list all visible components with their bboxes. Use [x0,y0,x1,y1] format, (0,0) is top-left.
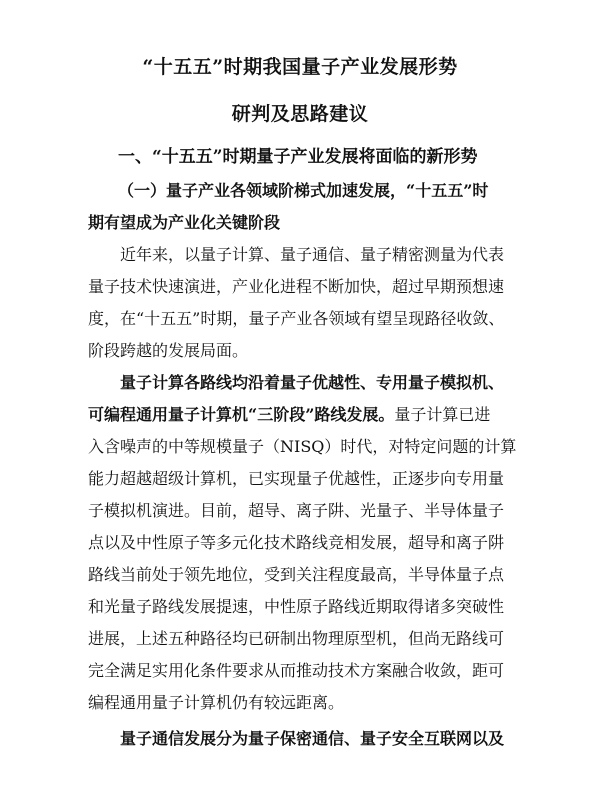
paragraph-2-line-10: 完全满足实用化条件要求从而推动技术方案融合收敛，距可 [88,661,505,680]
document-title-line-1: “十五五”时期我国量子产业发展形势 [142,56,458,78]
paragraph-2-line-9: 进展，上述五种路径均已研制出物理原型机，但尚无路线可 [88,629,505,648]
paragraph-1-line-4: 阶段跨越的发展局面。 [88,341,249,360]
paragraph-2-line-8: 和光量子路线发展提速，中性原子路线近期取得诸多突破性 [88,597,505,616]
document-title-line-2: 研判及思路建议 [231,103,369,125]
paragraph-2-line-11: 编程通用量子计算机仍有较远距离。 [88,693,345,712]
subsection-heading-1-line-2: 期有望成为产业化关键阶段 [88,213,281,232]
paragraph-3-lead-line-1: 量子通信发展分为量子保密通信、量子安全互联网以及 [120,729,505,748]
paragraph-2-line-5: 子模拟机演进。目前，超导、离子阱、光量子、半导体量子 [88,501,505,520]
paragraph-2-line-2-rest: 量子计算已进 [394,405,491,424]
paragraph-1-line-2: 量子技术快速演进，产业化进程不断加快，超过早期预想速 [88,277,505,296]
section-heading-1: 一、“十五五”时期量子产业发展将面临的新形势 [118,147,478,167]
paragraph-2-lead-line-1: 量子计算各路线均沿着量子优越性、专用量子模拟机、 [120,373,505,392]
paragraph-2-line-6: 点以及中性原子等多元化技术路线竞相发展，超导和离子阱 [88,533,505,552]
paragraph-2-lead-line-2: 可编程通用量子计算机“三阶段”路线发展。 [88,405,395,424]
paragraph-2-line-7: 路线当前处于领先地位，受到关注程度最高，半导体量子点 [88,565,505,584]
paragraph-2-line-3: 入含噪声的中等规模量子（NISQ）时代，对特定问题的计算 [88,437,517,456]
paragraph-1-line-1: 近年来，以量子计算、量子通信、量子精密测量为代表 [120,245,505,264]
subsection-heading-1-line-1: （一）量子产业各领域阶梯式加速发展，“十五五”时 [118,181,489,200]
paragraph-1-line-3: 度，在“十五五”时期，量子产业各领域有望呈现路径收敛、 [88,309,505,328]
paragraph-2-line-4: 能力超越超级计算机，已实现量子优越性，正逐步向专用量 [88,469,505,488]
paragraph-2-line-2 [88,404,490,426]
